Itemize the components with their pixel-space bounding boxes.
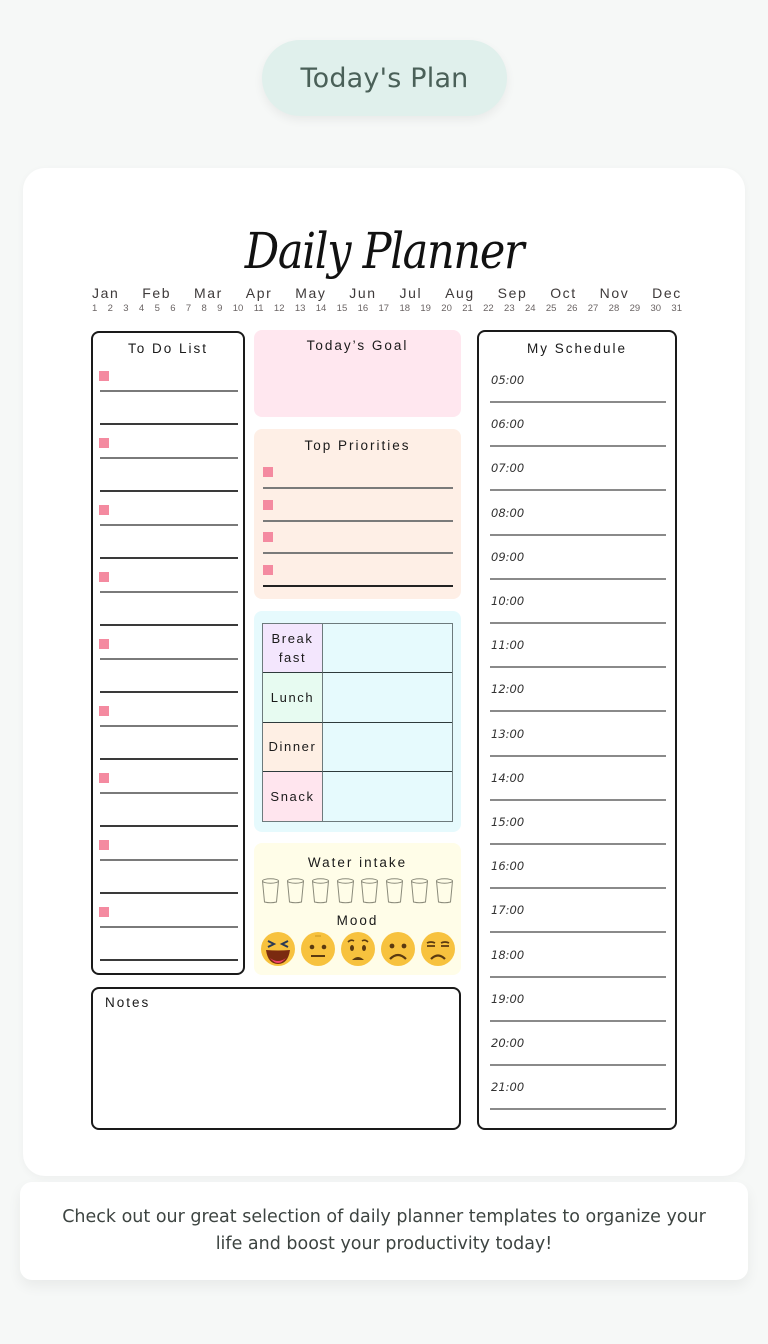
todo-list-section bbox=[91, 331, 245, 975]
schedule-line bbox=[490, 578, 666, 580]
water-glasses bbox=[261, 878, 454, 904]
day-number: 5 bbox=[154, 303, 160, 314]
schedule-time-label: 14:00 bbox=[491, 770, 525, 785]
meal-label-dinner: Dinner bbox=[263, 723, 323, 772]
schedule-time-label: 18:00 bbox=[491, 947, 525, 962]
schedule-line bbox=[490, 799, 666, 801]
schedule-slot[interactable] bbox=[479, 992, 675, 1036]
schedule-slot[interactable] bbox=[479, 682, 675, 726]
water-glass-icon[interactable] bbox=[336, 878, 355, 904]
day-number: 15 bbox=[336, 303, 348, 314]
schedule-time-label: 13:00 bbox=[491, 726, 525, 741]
todo-line bbox=[100, 892, 238, 894]
schedule-time-label: 12:00 bbox=[491, 682, 525, 697]
schedule-line bbox=[490, 1064, 666, 1066]
day-number: 6 bbox=[170, 303, 176, 314]
meal-label-snack: Snack bbox=[263, 772, 323, 821]
schedule-line bbox=[490, 445, 666, 447]
todo-item[interactable] bbox=[93, 503, 243, 570]
top-priorities-title: Top Priorities bbox=[304, 438, 411, 453]
priority-line bbox=[263, 520, 453, 522]
priority-line bbox=[263, 585, 453, 587]
day-number: 24 bbox=[524, 303, 536, 314]
checkbox-icon[interactable] bbox=[99, 438, 109, 448]
water-glass-icon[interactable] bbox=[360, 878, 379, 904]
notes-section bbox=[91, 987, 461, 1130]
month-label: Sep bbox=[497, 285, 528, 301]
checkbox-icon[interactable] bbox=[99, 505, 109, 515]
day-number: 9 bbox=[217, 303, 223, 314]
schedule-slot[interactable] bbox=[479, 461, 675, 505]
todo-line bbox=[100, 725, 238, 727]
todo-item[interactable] bbox=[93, 905, 243, 972]
schedule-line bbox=[490, 755, 666, 757]
meal-input-lunch[interactable] bbox=[323, 673, 452, 722]
month-label: Jan bbox=[92, 285, 120, 301]
my-schedule-title: My Schedule bbox=[526, 341, 628, 356]
todo-line bbox=[100, 591, 238, 593]
schedule-time-label: 09:00 bbox=[491, 549, 525, 564]
schedule-slot[interactable] bbox=[479, 771, 675, 815]
todo-item[interactable] bbox=[93, 436, 243, 503]
month-label: Oct bbox=[550, 285, 577, 301]
schedule-line bbox=[490, 666, 666, 668]
day-number: 21 bbox=[462, 303, 473, 314]
day-number: 12 bbox=[273, 303, 285, 314]
worried-face-icon[interactable] bbox=[340, 931, 376, 967]
frowning-face-icon[interactable] bbox=[380, 931, 416, 967]
schedule-line bbox=[490, 534, 666, 536]
schedule-line bbox=[490, 622, 666, 624]
day-number: 31 bbox=[671, 303, 682, 314]
day-number: 11 bbox=[253, 303, 264, 314]
schedule-time-label: 15:00 bbox=[491, 815, 525, 829]
meal-label-lunch: Lunch bbox=[263, 673, 323, 722]
month-label: Feb bbox=[142, 285, 172, 301]
todays-plan-label: Today's Plan bbox=[300, 62, 469, 94]
schedule-slot[interactable] bbox=[479, 903, 675, 947]
month-strip bbox=[92, 285, 682, 301]
schedule-time-label: 05:00 bbox=[491, 373, 525, 387]
schedule-time-label: 07:00 bbox=[491, 461, 525, 476]
schedule-slot[interactable] bbox=[479, 638, 675, 682]
month-label: Aug bbox=[445, 285, 475, 301]
day-number: 27 bbox=[587, 303, 599, 314]
water-glass-icon[interactable] bbox=[311, 878, 330, 904]
checkbox-icon[interactable] bbox=[99, 371, 109, 381]
todo-line bbox=[100, 792, 238, 794]
todo-item[interactable] bbox=[93, 771, 243, 838]
checkbox-icon[interactable] bbox=[99, 706, 109, 716]
month-label: Dec bbox=[652, 285, 682, 301]
schedule-time-label: 16:00 bbox=[491, 859, 525, 874]
schedule-time-label: 06:00 bbox=[491, 417, 525, 432]
day-number: 22 bbox=[483, 303, 494, 314]
checkbox-icon[interactable] bbox=[263, 565, 273, 575]
schedule-line bbox=[490, 1020, 666, 1022]
my-schedule-section bbox=[477, 330, 677, 1130]
todo-line bbox=[100, 624, 238, 626]
todo-line bbox=[100, 557, 238, 559]
todo-line bbox=[100, 390, 238, 392]
schedule-time-label: 20:00 bbox=[491, 1036, 525, 1050]
water-glass-icon[interactable] bbox=[385, 878, 404, 904]
day-number: 7 bbox=[185, 303, 192, 314]
schedule-slot[interactable] bbox=[479, 594, 675, 638]
caption-text: Check out our great selection of daily planner templates to organize your life and boost your productivity today! bbox=[62, 1207, 706, 1254]
day-number: 28 bbox=[608, 303, 620, 314]
day-number: 23 bbox=[504, 303, 515, 314]
todo-item[interactable] bbox=[93, 570, 243, 637]
todo-list-title: To Do List bbox=[127, 341, 209, 356]
checkbox-icon[interactable] bbox=[99, 773, 109, 783]
todo-item[interactable] bbox=[93, 637, 243, 704]
day-number: 10 bbox=[232, 303, 244, 314]
schedule-slot[interactable] bbox=[479, 550, 675, 594]
schedule-time-label: 17:00 bbox=[491, 903, 525, 918]
todo-line bbox=[100, 658, 238, 660]
schedule-line bbox=[490, 401, 666, 403]
month-label: Mar bbox=[194, 285, 223, 301]
day-number: 29 bbox=[629, 303, 641, 314]
checkbox-icon[interactable] bbox=[99, 572, 109, 582]
neutral-face-icon[interactable] bbox=[300, 931, 336, 967]
todo-item[interactable] bbox=[93, 704, 243, 771]
schedule-line bbox=[490, 931, 666, 933]
schedule-slot[interactable] bbox=[479, 727, 675, 771]
day-number: 14 bbox=[315, 303, 327, 314]
schedule-line bbox=[490, 489, 666, 491]
day-strip bbox=[92, 303, 682, 314]
planner-title: Daily Planner bbox=[244, 222, 524, 280]
meal-input-snack[interactable] bbox=[323, 772, 452, 821]
meal-input-breakfast[interactable] bbox=[323, 624, 452, 673]
water-mood-section bbox=[254, 843, 461, 975]
schedule-slot[interactable] bbox=[479, 1080, 675, 1124]
checkbox-icon[interactable] bbox=[263, 532, 273, 542]
todo-line bbox=[100, 758, 238, 760]
todo-line bbox=[100, 524, 238, 526]
priority-line bbox=[263, 552, 453, 554]
month-label: Jun bbox=[349, 285, 377, 301]
day-number: 3 bbox=[123, 303, 129, 314]
todays-goal-title: Today’s Goal bbox=[306, 338, 409, 353]
todo-line bbox=[100, 457, 238, 459]
todo-line bbox=[100, 691, 238, 693]
schedule-time-label: 08:00 bbox=[491, 505, 525, 520]
checkbox-icon[interactable] bbox=[99, 840, 109, 850]
todo-item[interactable] bbox=[93, 369, 243, 436]
day-number: 8 bbox=[201, 303, 207, 314]
todo-line bbox=[100, 859, 238, 861]
schedule-line bbox=[490, 976, 666, 978]
todo-line bbox=[100, 423, 238, 425]
meal-plan-section bbox=[254, 611, 461, 832]
notes-title: Notes bbox=[105, 995, 151, 1010]
day-number: 20 bbox=[441, 303, 452, 314]
checkbox-icon[interactable] bbox=[99, 907, 109, 917]
checkbox-icon[interactable] bbox=[263, 467, 273, 477]
day-number: 2 bbox=[107, 303, 113, 314]
day-number: 16 bbox=[357, 303, 369, 314]
schedule-slot[interactable] bbox=[479, 1036, 675, 1080]
mood-title: Mood bbox=[336, 913, 379, 928]
checkbox-icon[interactable] bbox=[263, 500, 273, 510]
water-glass-icon[interactable] bbox=[410, 878, 429, 904]
meal-label-breakfast: Break fast bbox=[263, 624, 323, 673]
schedule-time-label: 19:00 bbox=[491, 991, 525, 1006]
schedule-time-label: 10:00 bbox=[491, 594, 525, 608]
schedule-line bbox=[490, 1108, 666, 1110]
water-intake-title: Water intake bbox=[307, 855, 408, 870]
day-number: 30 bbox=[650, 303, 662, 314]
water-glass-icon[interactable] bbox=[261, 878, 280, 904]
todo-item[interactable] bbox=[93, 838, 243, 905]
schedule-slot[interactable] bbox=[479, 815, 675, 859]
top-priorities-section bbox=[254, 429, 461, 599]
day-number: 1 bbox=[92, 303, 98, 314]
day-number: 19 bbox=[420, 303, 431, 314]
schedule-slot[interactable] bbox=[479, 506, 675, 550]
unamused-face-icon[interactable] bbox=[420, 931, 456, 967]
month-label: May bbox=[295, 285, 327, 301]
month-label: Nov bbox=[599, 285, 630, 301]
checkbox-icon[interactable] bbox=[99, 639, 109, 649]
todo-line bbox=[100, 825, 238, 827]
todays-plan-heading bbox=[262, 40, 507, 116]
schedule-time-label: 21:00 bbox=[491, 1080, 525, 1095]
priority-line bbox=[263, 487, 453, 489]
month-label: Jul bbox=[399, 285, 423, 301]
meal-input-dinner[interactable] bbox=[323, 723, 452, 772]
todays-goal-section bbox=[254, 330, 461, 417]
schedule-slot[interactable] bbox=[479, 948, 675, 992]
water-glass-icon[interactable] bbox=[435, 878, 454, 904]
month-label: Apr bbox=[245, 285, 273, 301]
day-number: 13 bbox=[294, 303, 306, 314]
schedule-slot[interactable] bbox=[479, 373, 675, 417]
day-number: 26 bbox=[566, 303, 578, 314]
todo-line bbox=[100, 490, 238, 492]
day-number: 17 bbox=[378, 303, 390, 314]
laughing-face-icon[interactable] bbox=[260, 931, 296, 967]
schedule-time-label: 11:00 bbox=[491, 638, 525, 653]
water-glass-icon[interactable] bbox=[286, 878, 305, 904]
schedule-line bbox=[490, 887, 666, 889]
schedule-line bbox=[490, 710, 666, 712]
day-number: 18 bbox=[399, 303, 411, 314]
todo-line bbox=[100, 926, 238, 928]
schedule-slot[interactable] bbox=[479, 417, 675, 461]
schedule-line bbox=[490, 843, 666, 845]
caption-card bbox=[20, 1182, 748, 1280]
schedule-slot[interactable] bbox=[479, 859, 675, 903]
meal-table bbox=[262, 623, 453, 822]
todo-line bbox=[100, 959, 238, 961]
day-number: 25 bbox=[545, 303, 557, 314]
day-number: 4 bbox=[138, 303, 145, 314]
mood-faces bbox=[260, 931, 456, 967]
